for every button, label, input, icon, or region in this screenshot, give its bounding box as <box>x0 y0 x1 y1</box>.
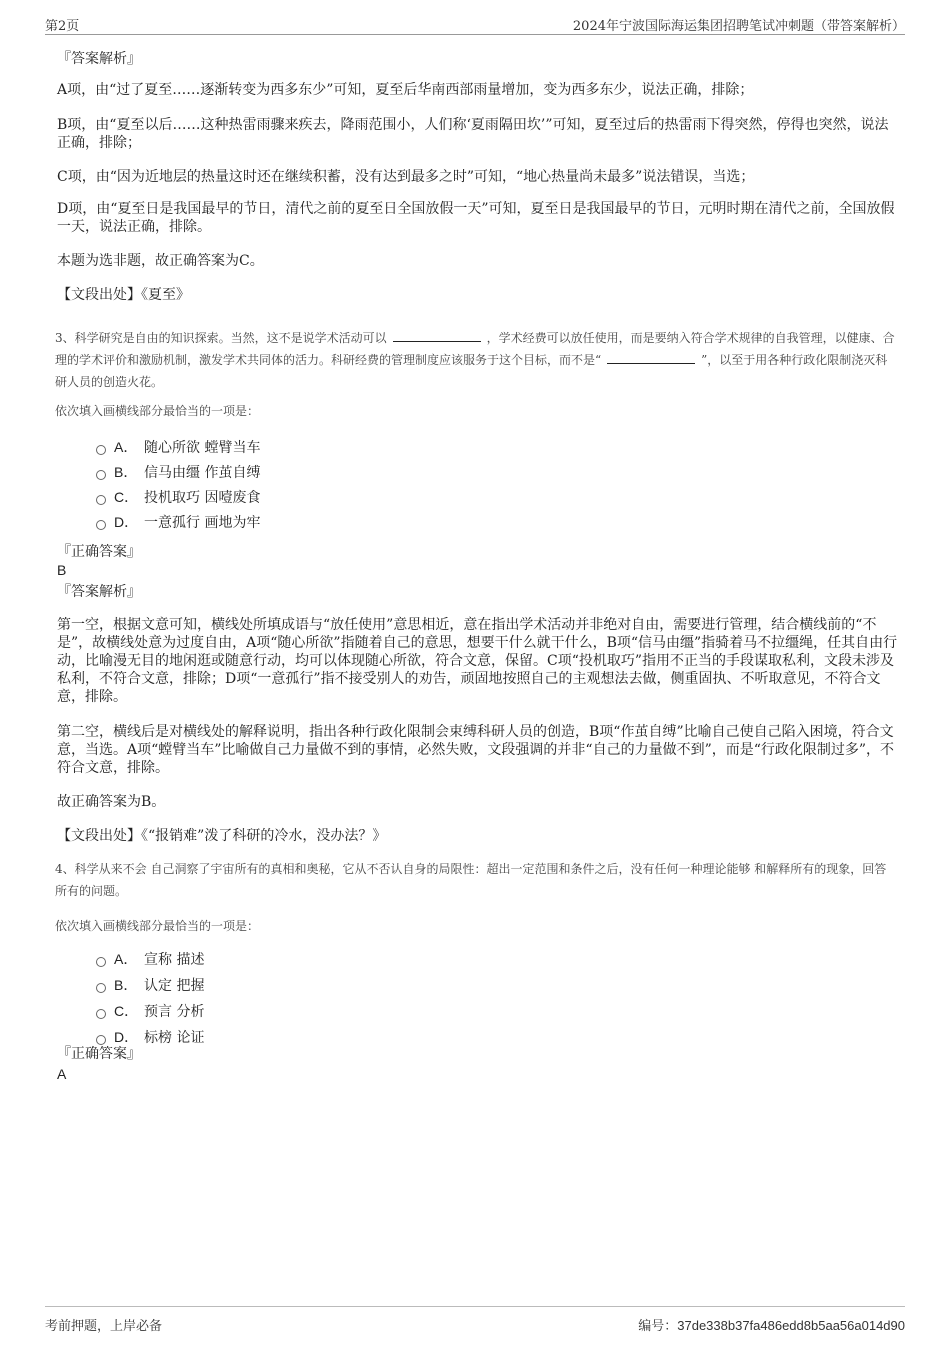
q4-prompt: 依次填入画横线部分最恰当的一项是： <box>55 919 260 933</box>
blank-1 <box>393 329 481 342</box>
page-header <box>45 14 905 35</box>
q3-conclusion: 故正确答案为B。 <box>57 794 166 810</box>
page-number: 第2页 <box>45 19 80 34</box>
q4-option-d[interactable]: D． 标榜 论证 <box>96 1027 204 1047</box>
q2-analysis-heading: 『答案解析』 <box>57 51 141 67</box>
document-title: 2024年宁波国际海运集团招聘笔试冲刺题（带答案解析） <box>572 19 905 34</box>
q3-answer-heading: 『正确答案』 <box>57 544 141 560</box>
radio-icon[interactable] <box>96 1009 106 1019</box>
q4-option-b[interactable]: B． 认定 把握 <box>96 975 204 995</box>
q3-analysis-2: 第二空，横线后是对横线处的解释说明，指出各种行政化限制会束缚科研人员的创造，B项“作茧自缚”比喻自己使自己陷入困境，符合文意，当选。A项“螳臂当车”比喻做自己力量做不到的事情，必然失败，文段强调的并非“自己的力量做不到”，而是“行政化限制过多”，不符合文意，排除。 <box>57 724 895 776</box>
radio-icon[interactable] <box>96 983 106 993</box>
blank-2 <box>607 351 695 364</box>
q3-analysis-1: 第一空，根据文意可知，横线处所填成语与“放任使用”意思相近，意在指出学术活动并非绝对自由，需要进行管理，结合横线前的“不是”，故横线处意为过度自由，A项“随心所欲”指随着自己的意思，想要干什么就干什么，B项“信马由缰”指骑着马不拉缰绳，任其自由行动，比喻漫无目的地闲逛或随意行动，均可以体现随心所欲，符合文意，保留。C项“投机取巧”指用不正当的手段谋取私利，文段未涉及私利，不符合文意，排除；D项“一意孤行”指不接受别人的劝告，顽固地按照自己的主观想法去做，侧重固执、不听取意见，不符合文意，排除。 <box>57 617 898 705</box>
q2-analysis-b: B项，由“夏至以后……这种热雷雨骤来疾去，降雨范围小，人们称‘夏雨隔田坎’”可知，夏至过后的热雷雨下得突然，停得也突然，说法正确，排除； <box>57 117 889 151</box>
radio-icon[interactable] <box>96 957 106 967</box>
q2-analysis-d: D项，由“夏至日是我国最早的节日，清代之前的夏至日全国放假一天”可知，夏至日是我国最早的节日，元明时期在清代之前，全国放假一天，说法正确，排除。 <box>57 201 895 235</box>
radio-icon[interactable] <box>96 1035 106 1045</box>
q3-option-a[interactable]: A． 随心所欲 螳臂当车 <box>96 437 260 457</box>
radio-icon[interactable] <box>96 470 106 480</box>
q2-conclusion: 本题为选非题，故正确答案为C。 <box>57 253 264 269</box>
radio-icon[interactable] <box>96 495 106 505</box>
q2-source: 【文段出处】《夏至》 <box>57 287 190 303</box>
q3-prompt: 依次填入画横线部分最恰当的一项是： <box>55 404 260 418</box>
page-footer <box>45 1306 905 1333</box>
q3-option-d[interactable]: D． 一意孤行 画地为牢 <box>96 512 260 532</box>
q3-answer: B <box>57 562 67 578</box>
document-code: 编号：37de338b37fa486edd8b5aa56a014d90 <box>638 1318 905 1334</box>
q3-option-b[interactable]: B． 信马由缰 作茧自缚 <box>96 462 260 482</box>
q4-answer-heading: 『正确答案』 <box>57 1046 141 1062</box>
q3-question-text: 3、科学研究是自由的知识探索。当然，这不是说学术活动可以 ，学术经费可以放任使用，而是要纳入符合学术规律的自我管理，以健康、合理的学术评价和激励机制，激发学术共同体的活力。科研经费的管理制度应该服务于这个目标，而不是“ ”，以至于用各种行政化限制浇灭科研人员的创造火花。 <box>55 331 895 389</box>
radio-icon[interactable] <box>96 445 106 455</box>
q2-analysis-a: A项，由“过了夏至……逐渐转变为西多东少”可知，夏至后华南西部雨量增加，变为西多东少，说法正确，排除； <box>57 82 754 98</box>
q4-question-text: 4、科学从来不会 自己洞察了宇宙所有的真相和奥秘，它从不否认自身的局限性：超出一定范围和条件之后，没有任何一种理论能够 和解释所有的现象，回答所有的问题。 <box>55 862 887 898</box>
q3-source: 【文段出处】《“报销难”泼了科研的冷水，没办法？》 <box>57 828 387 844</box>
q4-option-a[interactable]: A． 宣称 描述 <box>96 949 204 969</box>
q4-option-c[interactable]: C． 预言 分析 <box>96 1001 204 1021</box>
q2-analysis-c: C项，由“因为近地层的热量这时还在继续积蓄，没有达到最多之时”可知，“地心热量尚未最多”说法错误，当选； <box>57 169 755 185</box>
radio-icon[interactable] <box>96 520 106 530</box>
q3-analysis-heading: 『答案解析』 <box>57 584 141 600</box>
q4-answer: A <box>57 1066 67 1082</box>
q3-option-c[interactable]: C． 投机取巧 因噎废食 <box>96 487 260 507</box>
footer-slogan: 考前押题，上岸必备 <box>45 1319 163 1334</box>
